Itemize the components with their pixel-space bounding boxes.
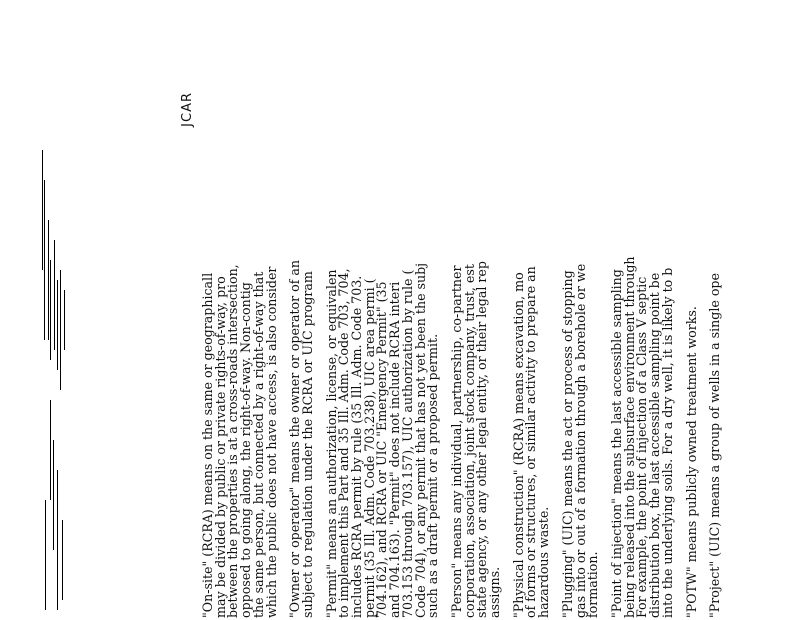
- text-line: "Person" means any individual, partnership, co-partner: [448, 265, 464, 618]
- rotated-content: [176, 78, 723, 618]
- document-body: [202, 14, 733, 618]
- text-line: the same person, but connected by a right-of-way that: [250, 271, 266, 618]
- text-line: of forms or structures, or similar activity to prepare an: [523, 266, 539, 618]
- text-line: permit (35 Ill. Adm. Code 703.238), UIC area permi (: [361, 278, 377, 618]
- text-line: formation.: [585, 551, 601, 618]
- text-line: assigns.: [487, 566, 503, 618]
- rotated-text-area: [176, 78, 723, 618]
- text-line: "POTW" means publicly owned treatment works.: [683, 306, 699, 618]
- journal-header: JCAR: [180, 92, 195, 127]
- text-line: Code 704), or any permit that has not yet been the subj: [412, 262, 428, 618]
- text-line: "On-site" (RCRA) means on the same or geographicall: [200, 272, 215, 618]
- text-line: which the public does not have access, is also consider: [263, 266, 279, 618]
- definition-point-of-injection: [608, 14, 675, 618]
- definition-permit: [323, 14, 441, 618]
- text-line: into the underlying soils. For a dry well, it is likely to b: [659, 267, 675, 618]
- text-line: 704.162), and RCRA or UIC "Emergency Permit" (35: [374, 281, 390, 618]
- text-line: to implement this Part and 35 Ill. Adm. Code 703, 704,: [336, 268, 352, 618]
- text-line: 703.153 through 703.157), UIC authorization by rule (: [399, 269, 415, 618]
- definition-project: [709, 14, 722, 618]
- text-line: "Project" (UIC) means a group of wells in a single ope: [707, 273, 723, 618]
- text-line: and 704.163). "Permit" does not include RCRA interi: [387, 281, 403, 618]
- text-line: hazardous waste.: [536, 506, 552, 618]
- definition-person: [448, 14, 503, 618]
- text-line: being released into the subsurface environment through: [621, 256, 637, 618]
- text-line: "Point of injection" means the last accessible sampling: [608, 269, 624, 618]
- text-line: may be divided by public or private rights-of-way, pro: [212, 276, 228, 618]
- text-line: "Owner or operator" means the owner or operator of an: [287, 260, 303, 618]
- text-line: includes RCRA permit by rule (35 Ill. Adm. Code 703.: [349, 275, 365, 618]
- text-line: corporation, association, joint stock company, trust, est: [461, 264, 477, 618]
- scan-mark: [54, 240, 55, 350]
- scan-mark: [50, 400, 51, 500]
- scan-mark: [64, 290, 65, 350]
- text-line: between the properties is at a cross-roads intersection,: [225, 264, 241, 618]
- scan-mark: [62, 520, 63, 600]
- text-line: state agency, or any other legal entity, or their legal rep: [474, 261, 490, 618]
- text-line: gas into or out of a formation through a borehole or we: [572, 263, 588, 618]
- scan-mark: [57, 280, 58, 370]
- flipped-content: [176, 78, 723, 618]
- binding-scan-marks: [30, 140, 80, 620]
- scan-mark: [45, 500, 46, 610]
- definition-physical-construction: [510, 14, 552, 618]
- scan-mark: [44, 180, 45, 340]
- text-line: subject to regulation under the RCRA or UIC program: [299, 271, 315, 618]
- text-line: For example, the point of injection of a Class V septic: [634, 276, 650, 618]
- text-line: such as a draft permit or a proposed permit.: [425, 333, 441, 618]
- definition-plugging: [559, 14, 601, 618]
- text-line: opposed to going along, the right-of-way. Non-contig: [238, 282, 254, 618]
- definition-on-site: [202, 14, 278, 618]
- scan-mark: [60, 270, 61, 390]
- scan-mark: [50, 260, 51, 360]
- scan-mark: [57, 470, 58, 610]
- text-line: distribution box, the last accessible sampling point be: [647, 272, 663, 618]
- text-line: "Permit" means an authorization, license, or equivalen: [323, 269, 339, 618]
- scan-mark: [53, 440, 54, 550]
- definition-potw: [683, 14, 699, 618]
- definition-owner-or-operator: [289, 14, 314, 618]
- text-line: "Physical construction" (RCRA) means excavation, mo: [510, 272, 526, 618]
- text-line: "Plugging" (UIC) means the act or process of stopping: [559, 270, 575, 618]
